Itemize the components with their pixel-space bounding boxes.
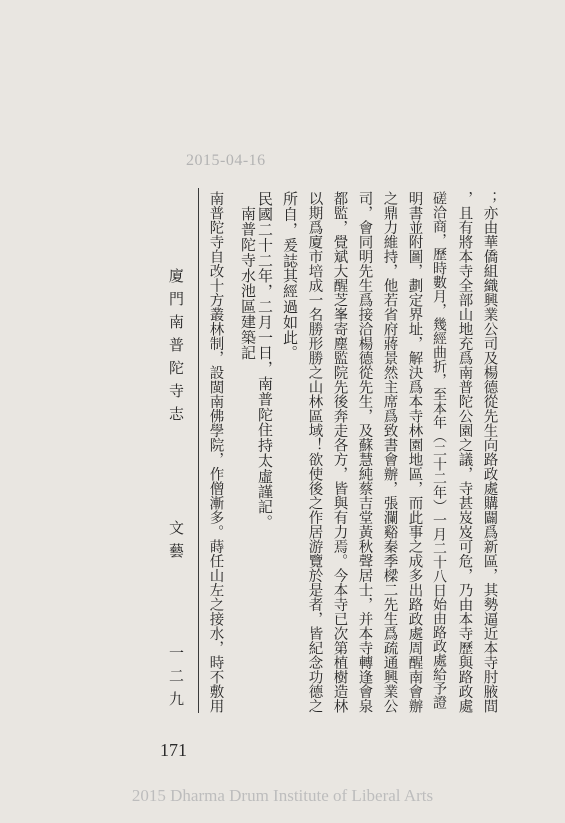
section-title: 文藝 [167,520,185,566]
book-title: 廈門南普陀寺志 [167,268,185,429]
text-column-6: 司，會同明先生爲接洽楊德從先生，及蘇慧純蔡吉堂黃秋聲居士，并本寺轉逢會泉 [356,191,373,713]
text-column-signature: 民國二十二年，二月一日，南普陀住持太虛謹記。 [256,191,274,530]
text-column-1: ；亦由華僑組織興業公司及楊德從先生向路政處購闢爲新區，其勢逼近本寺肘腋間 [481,191,498,713]
text-column-3: 磋洽商，歷時數月，幾經曲折，至本年（二十二年）一月二十八日始由路政處給予證 [431,191,447,709]
text-column-4: 明書並附圖，劃定界址，解決爲本寺林園地區，而此事之成多出路政處周醒南會辦 [406,191,423,713]
header-rule [198,188,199,713]
page-number: 171 [160,740,187,760]
text-column-2: ，且有將本寺全部山地充爲南普陀公園之議，寺甚岌岌可危，乃由本寺歷與路政處 [456,191,473,713]
text-column-9: 所自，爰誌其經過如此。 [281,191,299,361]
text-column-8: 以期爲廈市培成一名勝形勝之山林區域！欲使後之作居游覽於是者，皆紀念功德之 [306,191,323,713]
section-heading: 南普陀寺水池區建築記 [239,206,257,360]
date-stamp: 2015-04-16 [186,152,266,169]
folio-number: 一二九 [167,645,185,714]
text-column-12: 南普陀寺自改十方叢林制，設閩南佛學院，作僧漸多。蒔任山左之接水，時不敷用 [207,191,224,713]
text-column-5: 之鼎力維持，他若省府蔣景然主席爲致書會辦，張瀾谿秦季樑二先生爲疏通興業公 [381,191,398,713]
text-column-7: 都監，覺斌大醒芝峯寄塵監院先後奔走各方，皆與有力焉。今本寺已次第植樹造林 [331,191,348,713]
footer-watermark: 2015 Dharma Drum Institute of Liberal Arts [131,786,434,805]
